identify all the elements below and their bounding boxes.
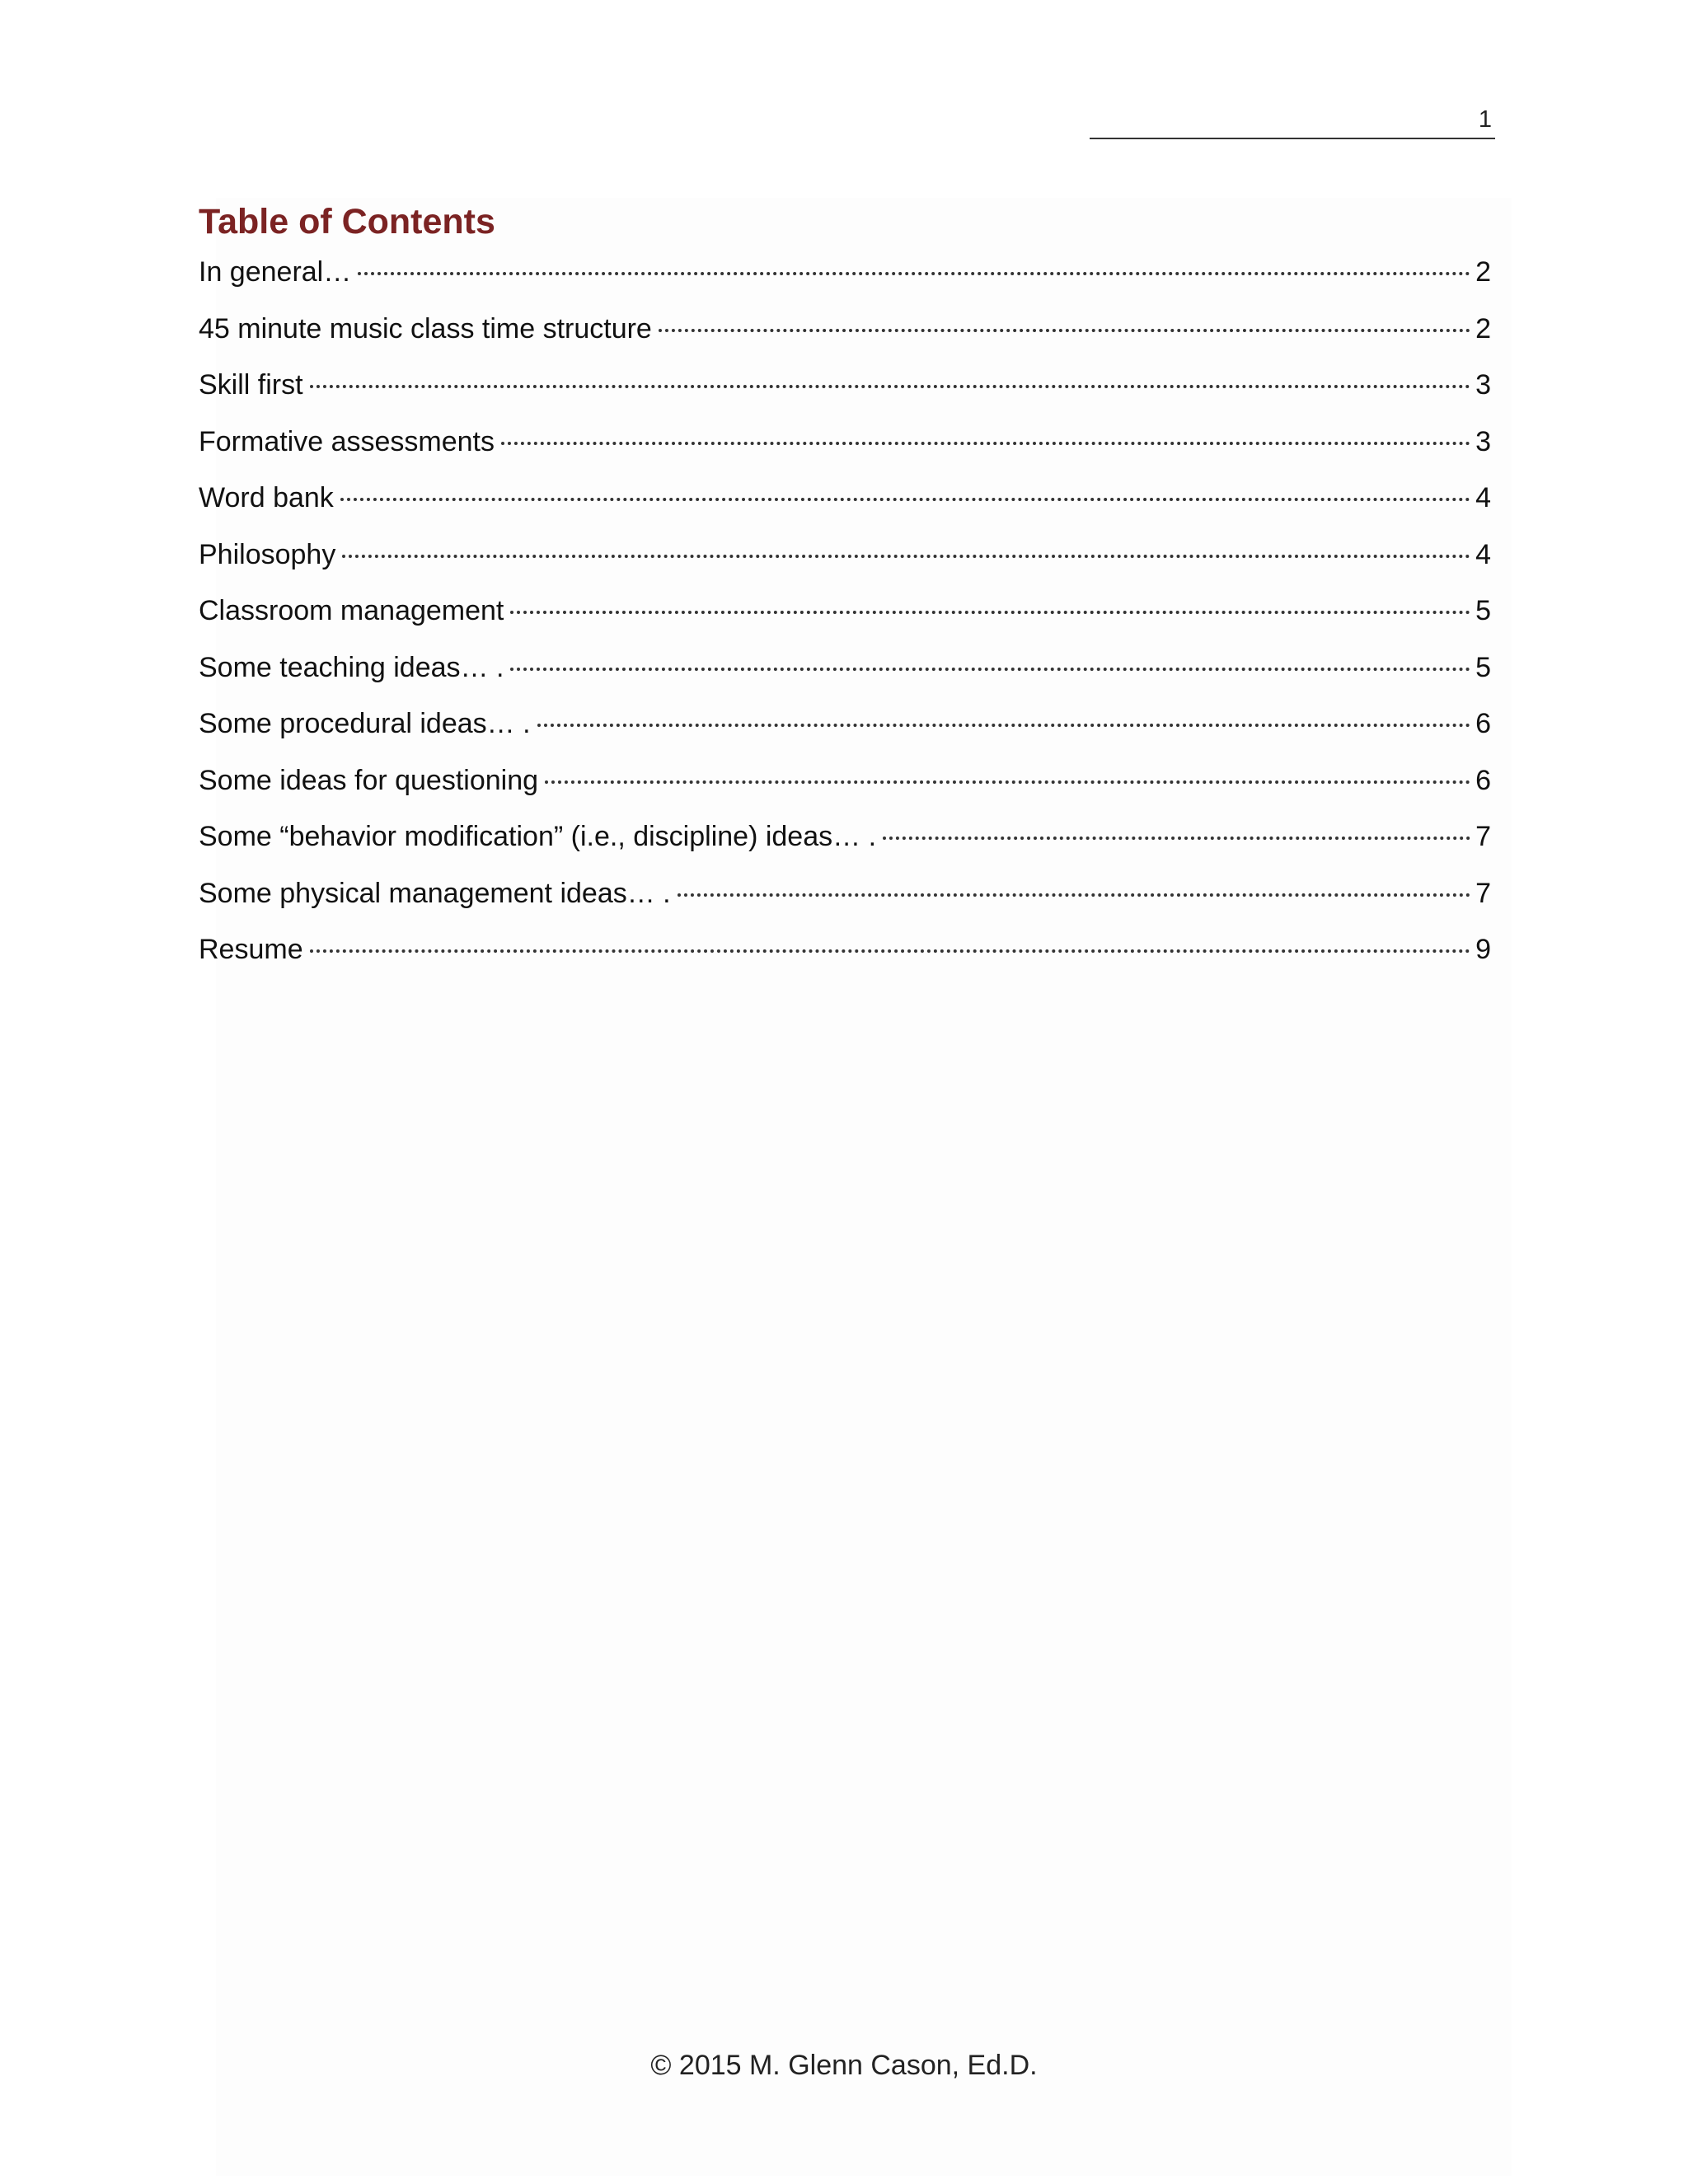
toc-dot-leader: [501, 442, 1470, 445]
toc-dot-leader: [310, 949, 1470, 953]
toc-entry-page: 3: [1475, 425, 1491, 457]
toc-entry-label: Formative assessments: [199, 425, 495, 457]
toc-entry-label: Philosophy: [199, 538, 336, 570]
toc-entry-label: In general…: [199, 256, 352, 288]
toc-entry-page: 5: [1475, 595, 1491, 626]
toc-entry-resume[interactable]: [199, 925, 1491, 982]
toc-entry-label: 45 minute music class time structure: [199, 312, 652, 344]
toc-dot-leader: [358, 272, 1470, 275]
toc-entry-label: Some physical management ideas… .: [199, 877, 671, 909]
toc-entry-questioning-ideas[interactable]: [199, 756, 1491, 813]
toc-list: [199, 247, 1491, 982]
toc-entry-page: 4: [1475, 538, 1491, 570]
toc-dot-leader: [510, 668, 1470, 671]
toc-entry-page: 3: [1475, 369, 1491, 401]
toc-entry-behavior-modification[interactable]: [199, 812, 1491, 869]
toc-entry-label: Some procedural ideas… .: [199, 708, 531, 739]
toc-entry-label: Some “behavior modification” (i.e., discipline) ideas… .: [199, 821, 877, 852]
toc-dot-leader: [659, 329, 1470, 332]
toc-entry-label: Some ideas for questioning: [199, 764, 539, 796]
toc-dot-leader: [678, 893, 1470, 897]
toc-entry-philosophy[interactable]: [199, 530, 1491, 587]
toc-dot-leader: [510, 611, 1470, 614]
toc-dot-leader: [310, 385, 1471, 388]
toc-entry-label: Classroom management: [199, 595, 504, 626]
toc-dot-leader: [883, 837, 1470, 840]
toc-entry-teaching-ideas[interactable]: [199, 643, 1491, 700]
toc-entry-page: 7: [1475, 821, 1491, 852]
toc-entry-page: 7: [1475, 877, 1491, 909]
header-page-number: 1: [1478, 106, 1492, 133]
footer-copyright: © 2015 M. Glenn Cason, Ed.D.: [650, 2050, 1038, 2081]
toc-entry-page: 6: [1475, 708, 1491, 739]
toc-entry-label: Word bank: [199, 482, 334, 513]
toc-entry-page: 4: [1475, 482, 1491, 513]
header-rule: [1090, 138, 1495, 139]
toc-entry-label: Skill first: [199, 369, 303, 401]
toc-entry-page: 6: [1475, 764, 1491, 796]
toc-dot-leader: [545, 780, 1470, 784]
toc-entry-label: Resume: [199, 934, 303, 965]
toc-entry-skill-first[interactable]: [199, 360, 1491, 417]
toc-entry-class-time-structure[interactable]: [199, 304, 1491, 361]
toc-dot-leader: [537, 724, 1471, 727]
toc-entry-physical-management[interactable]: [199, 869, 1491, 926]
toc-entry-page: 9: [1475, 934, 1491, 965]
toc-entry-procedural-ideas[interactable]: [199, 699, 1491, 756]
toc-entry-formative-assessments[interactable]: [199, 417, 1491, 474]
toc-dot-leader: [340, 498, 1470, 501]
toc-entry-page: 2: [1475, 256, 1491, 288]
toc-entry-classroom-management[interactable]: [199, 586, 1491, 643]
toc-entry-in-general[interactable]: [199, 247, 1491, 304]
toc-dot-leader: [342, 555, 1470, 558]
toc-entry-label: Some teaching ideas… .: [199, 651, 504, 683]
toc-title: Table of Contents: [199, 202, 495, 241]
toc-entry-page: 5: [1475, 651, 1491, 683]
toc-entry-word-bank[interactable]: [199, 473, 1491, 530]
toc-entry-page: 2: [1475, 312, 1491, 344]
